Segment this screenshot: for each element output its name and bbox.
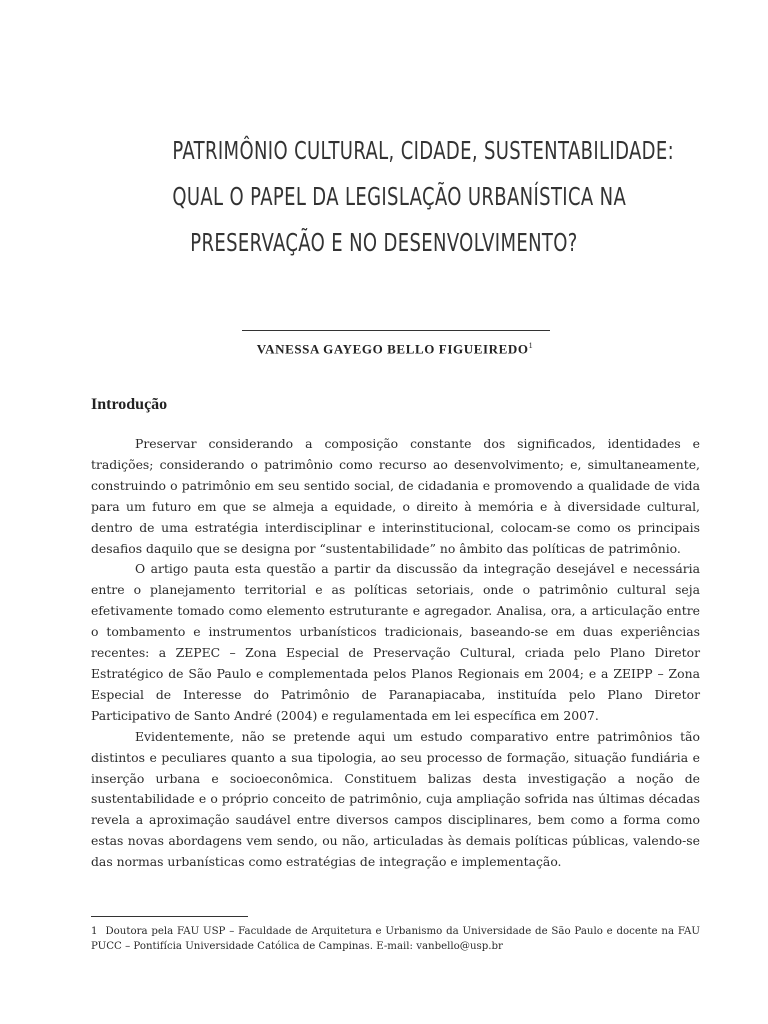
footnote-number: 1 <box>91 926 98 937</box>
title-line-1: PATRIMÔNIO CULTURAL, CIDADE, SUSTENTABILIDADE: <box>172 136 675 165</box>
footnote-divider <box>91 916 248 917</box>
title-line-2: QUAL O PAPEL DA LEGISLAÇÃO URBANÍSTICA NA <box>172 182 627 211</box>
footnote-text: Doutora pela FAU USP – Faculdade de Arquitetura e Urbanismo da Universidade de São Paulo e docente na FAU PUCC – Pontifícia Universidade Católica de Campinas. E-mail: vanbello@usp.br <box>91 926 700 952</box>
footnote <box>91 924 700 954</box>
paragraph-1: Preservar considerando a composição constante dos significados, identidades e tradições; considerando o patrimônio como recurso ao desenvolvimento; e, simultaneamente, construindo o patrimônio em seu sentido social, de cidadania e promovendo a qualidade de vida para um futuro em que se almeja a equidade, o direito à memória e à diversidade cultural, dentro de uma estratégia interdisciplinar e interinstitucional, colocam-se como os principais desafios daquilo que se designa por “sustentabilidade” no âmbito das políticas de patrimônio. <box>91 436 700 556</box>
article-title <box>172 128 675 266</box>
section-heading: Introdução <box>91 396 168 413</box>
author-footnote-ref: 1 <box>528 341 534 350</box>
author-byline <box>150 341 640 357</box>
paragraph-2: O artigo pauta esta questão a partir da discussão da integração desejável e necessária entre o planejamento territorial e as políticas setoriais, onde o patrimônio cultural seja efetivamente tomado como elemento estruturante e agregador. Analisa, ora, a articulação entre o tombamento e instrumentos urbanísticos tradicionais, baseando-se em duas experiências recentes: a ZEPEC – Zona Especial de Preservação Cultural, criada pelo Plano Diretor Estratégico de São Paulo e complementada pelos Planos Regionais em 2004; e a ZEIPP – Zona Especial de Interesse do Patrimônio de Paranapiacaba, instituída pelo Plano Diretor Participativo de Santo André (2004) e regulamentada em lei específica em 2007. <box>91 561 700 723</box>
author-name: VANESSA GAYEGO BELLO FIGUEIREDO <box>256 341 529 357</box>
title-line-3: PRESERVAÇÃO E NO DESENVOLVIMENTO? <box>190 228 578 257</box>
paragraph-3: Evidentemente, não se pretende aqui um estudo comparativo entre patrimônios tão distintos e peculiares quanto a sua tipologia, ao seu processo de formação, situação fundiária e inserção urbana e socioeconômica. Constituem balizas desta investigação a noção de sustentabilidade e o próprio conceito de patrimônio, cuja ampliação sofrida nas últimas décadas revela a aproximação saudável entre diversos campos disciplinares, bem como a forma como estas novas abordagens vem sendo, ou não, articuladas às demais políticas públicas, valendo-se das normas urbanísticas como estratégias de integração e implementação. <box>91 728 700 870</box>
author-divider <box>242 330 550 331</box>
body-text <box>91 434 700 873</box>
